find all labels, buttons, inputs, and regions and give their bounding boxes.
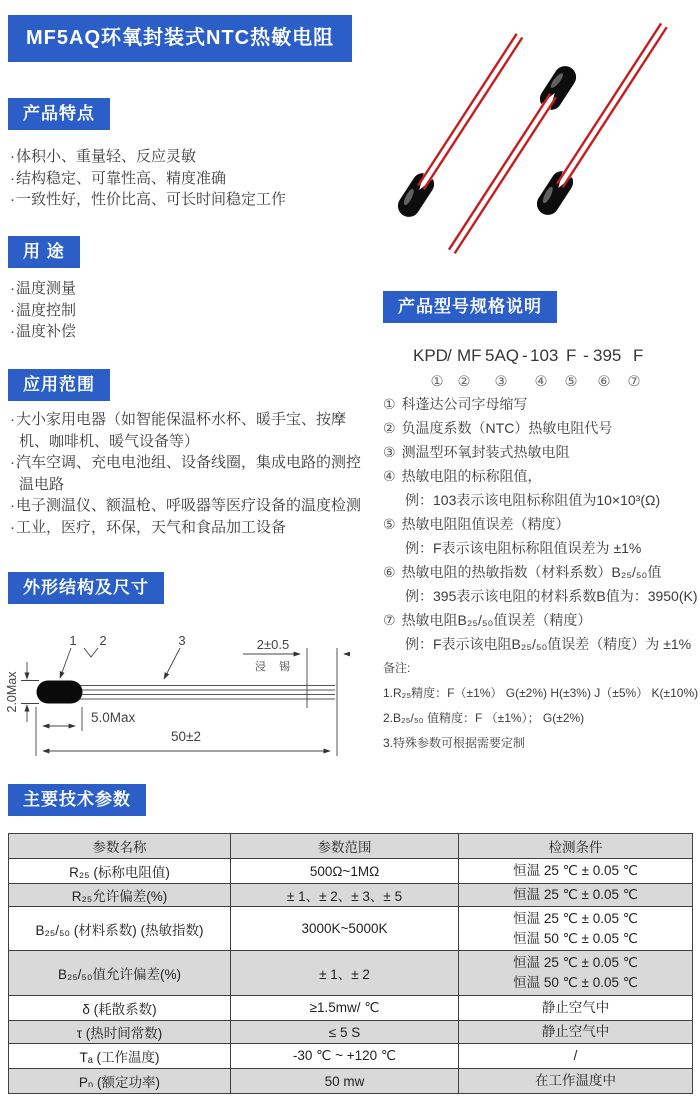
spec-item: [383, 512, 698, 536]
dimension-drawing: [5, 628, 350, 768]
model-code-circle: ③: [494, 374, 508, 390]
product-photo: [388, 4, 700, 292]
list-item: · 温度测量: [10, 278, 370, 300]
list-item: · 温度控制: [10, 300, 370, 322]
param-range-cell: 500Ω~1MΩ: [231, 859, 459, 884]
part-label-3: 3: [178, 633, 186, 648]
model-spec-list: [383, 392, 698, 656]
table-row: [9, 1021, 693, 1044]
spec-item-number: ⑥: [383, 564, 396, 580]
table-row: [9, 1044, 693, 1069]
param-range-cell: 50 mw: [231, 1069, 459, 1094]
param-name-cell: Tₐ (工作温度): [9, 1044, 231, 1069]
uses-list: [10, 278, 370, 343]
model-code-token: F: [566, 346, 577, 365]
spec-item-example: 例：F表示该电阻标称阻值误差为 ±1%: [405, 540, 642, 556]
section-header-parameters: 主要技术参数: [8, 784, 146, 816]
list-item: · 电子测温仪、额温枪、呼吸器等医疗设备的温度检测: [10, 495, 364, 517]
param-range-cell: ≥1.5mw/ ℃: [231, 996, 459, 1021]
table-column-header: 检测条件: [459, 834, 693, 859]
dim-head-diameter: 2.0Max: [5, 671, 19, 713]
list-item: · 一致性好，性价比高、可长时间稳定工作: [10, 189, 370, 211]
thermistor-right: [539, 20, 669, 209]
section-header-dimensions: 外形结构及尺寸: [8, 572, 164, 604]
spec-item: [383, 416, 698, 440]
model-code-circle: ①: [430, 374, 444, 390]
spec-item-text: 测温型环氧封装式热敏电阻: [401, 444, 570, 460]
model-code-token: F: [633, 346, 644, 365]
lead-wires-lines: [75, 686, 335, 700]
dim-total-length: 50±2: [171, 729, 201, 744]
model-code-token: /: [447, 346, 452, 365]
applications-list: [10, 409, 364, 539]
param-name-cell: τ (热时间常数): [9, 1021, 231, 1044]
list-item: · 大小家用电器（如智能保温杯水杯、暖手宝、按摩机、咖啡机、暖气设备等）: [10, 409, 364, 452]
model-code-circle: ④: [534, 374, 548, 390]
param-name-cell: Pₙ (额定功率): [9, 1069, 231, 1094]
model-code-circle: ⑥: [597, 374, 611, 390]
model-code-circle: ②: [457, 374, 471, 390]
table-row: [9, 907, 693, 951]
param-condition-cell: [459, 859, 693, 884]
spec-item-number: ⑦: [383, 612, 396, 628]
param-condition-cell: [459, 996, 693, 1021]
condition-line: 恒温 25 ℃ ± 0.05 ℃: [513, 910, 638, 926]
spec-item: [383, 392, 698, 416]
table-column-header: 参数范围: [231, 834, 459, 859]
spec-item-example: 例：103表示该电阻标称阻值为10×10³(Ω): [405, 492, 661, 508]
section-header-uses: 用 途: [8, 236, 80, 268]
features-list: [10, 146, 370, 211]
spec-item: [383, 464, 698, 488]
spec-item-text: 科蓬达公司字母缩写: [401, 396, 528, 412]
section-header-features: 产品特点: [8, 98, 110, 130]
spec-item-text: 热敏电阻阻值误差（精度）: [401, 516, 570, 532]
param-condition-cell: [459, 951, 693, 996]
table-row: [9, 859, 693, 884]
list-item: · 温度补偿: [10, 321, 370, 343]
spec-item-example: 例：395表示该电阻的材料系数B值为：3950(K): [405, 588, 698, 604]
remark-line: 3.特殊参数可根据需要定制: [383, 736, 526, 750]
part-2-leader: [84, 648, 98, 657]
remark-line: 1.R₂₅精度：F（±1%） G(±2%) H(±3%) J（±5%） K(±10%): [383, 686, 699, 700]
model-code-circles: [0, 374, 700, 392]
spec-item: [383, 560, 698, 584]
remarks-title: 备注:: [383, 661, 411, 675]
table-row: [9, 996, 693, 1021]
param-condition-cell: [459, 1021, 693, 1044]
remarks-block: [383, 656, 698, 756]
param-condition-cell: [459, 884, 693, 907]
list-item: · 汽车空调、充电电池组、设备线圈，集成电路的测控温电路: [10, 452, 364, 495]
model-code-token: -: [522, 346, 528, 365]
remark-line: 2.B₂₅/₅₀ 值精度：F （±1%）； G(±2%): [383, 711, 585, 725]
model-code-token: 5AQ: [485, 346, 520, 365]
spec-item-text: 热敏电阻的热敏指数（材料系数）B₂₅/₅₀值: [401, 564, 662, 580]
model-code-circle: ⑦: [627, 374, 641, 390]
section-header-applications: 应用范围: [8, 369, 110, 401]
param-range-cell: ± 1、± 2、± 3、± 5: [231, 884, 459, 907]
model-code-token: MF: [457, 346, 482, 365]
param-condition-cell: [459, 907, 693, 951]
param-name-cell: B₂₅/₅₀ (材料系数) (热敏指数): [9, 907, 231, 951]
section-header-model-spec: 产品型号规格说明: [383, 291, 557, 323]
param-name-cell: δ (耗散系数): [9, 996, 231, 1021]
condition-line: 在工作温度中: [535, 1073, 616, 1088]
dim-head-length: 5.0Max: [91, 710, 136, 725]
param-condition-cell: [459, 1069, 693, 1094]
condition-line: 恒温 25 ℃ ± 0.05 ℃: [513, 863, 638, 878]
param-name-cell: R₂₅允许偏差(%): [9, 884, 231, 907]
spec-item-number: ④: [383, 468, 396, 484]
condition-line: 恒温 50 ℃ ± 0.05 ℃: [513, 930, 638, 946]
model-code-circle: ⑤: [564, 374, 578, 390]
spec-item-number: ②: [383, 420, 396, 436]
condition-line: 静止空气中: [541, 1024, 610, 1039]
condition-line: 恒温 25 ℃ ± 0.05 ℃: [513, 887, 638, 902]
part-label-1: 1: [69, 633, 77, 648]
parameters-table: [8, 833, 693, 1094]
param-range-cell: 3000K~5000K: [231, 907, 459, 951]
table-column-header: 参数名称: [9, 834, 231, 859]
thermistor-left: [400, 31, 524, 211]
spec-item-number: ①: [383, 396, 396, 412]
spec-item-number: ③: [383, 444, 396, 460]
param-range-cell: ± 1、± 2: [231, 951, 459, 996]
tin-note: 浸 锡: [254, 661, 296, 673]
page-title: MF5AQ环氧封装式NTC热敏电阻: [8, 15, 352, 62]
param-condition-cell: [459, 1044, 693, 1069]
list-item: · 工业，医疗，环保，天气和食品加工设备: [10, 517, 364, 539]
table-header-row: [9, 834, 693, 859]
part-label-2: 2: [99, 633, 107, 648]
dim-tin-length: 2±0.5: [256, 637, 290, 652]
spec-item-text: 热敏电阻B₂₅/₅₀值误差（精度）: [401, 612, 592, 628]
list-item: · 结构稳定、可靠性高、精度准确: [10, 168, 370, 190]
thermistor-middle: [444, 71, 571, 255]
table-row: [9, 884, 693, 907]
model-code-token: 395: [593, 346, 622, 365]
param-range-cell: ≤ 5 S: [231, 1021, 459, 1044]
param-name-cell: R₂₅ (标称电阻值): [9, 859, 231, 884]
param-name-cell: B₂₅/₅₀值允许偏差(%): [9, 951, 231, 996]
spec-item: [383, 440, 698, 464]
param-range-cell: -30 ℃ ~ +120 ℃: [231, 1044, 459, 1069]
table-row: [9, 951, 693, 996]
condition-line: /: [573, 1048, 578, 1063]
condition-line: 恒温 25 ℃ ± 0.05 ℃: [513, 955, 638, 970]
model-code-token: KPD: [413, 346, 448, 365]
spec-item-text: 热敏电阻的标称阻值，: [401, 468, 542, 484]
model-code-line: [0, 346, 700, 366]
list-item: · 体积小、重量轻、反应灵敏: [10, 146, 370, 168]
spec-item-text: 负温度系数（NTC）热敏电阻代号: [401, 420, 613, 436]
spec-item-number: ⑤: [383, 516, 396, 532]
spec-item: [383, 608, 698, 632]
table-row: [9, 1069, 693, 1094]
condition-line: 恒温 50 ℃ ± 0.05 ℃: [513, 975, 638, 990]
condition-line: 静止空气中: [541, 1000, 610, 1015]
spec-item-example: 例：F表示该电阻B₂₅/₅₀值误差（精度）为 ±1%: [405, 636, 692, 652]
model-code-token: -: [583, 346, 589, 365]
model-code-token: 103: [530, 346, 559, 365]
